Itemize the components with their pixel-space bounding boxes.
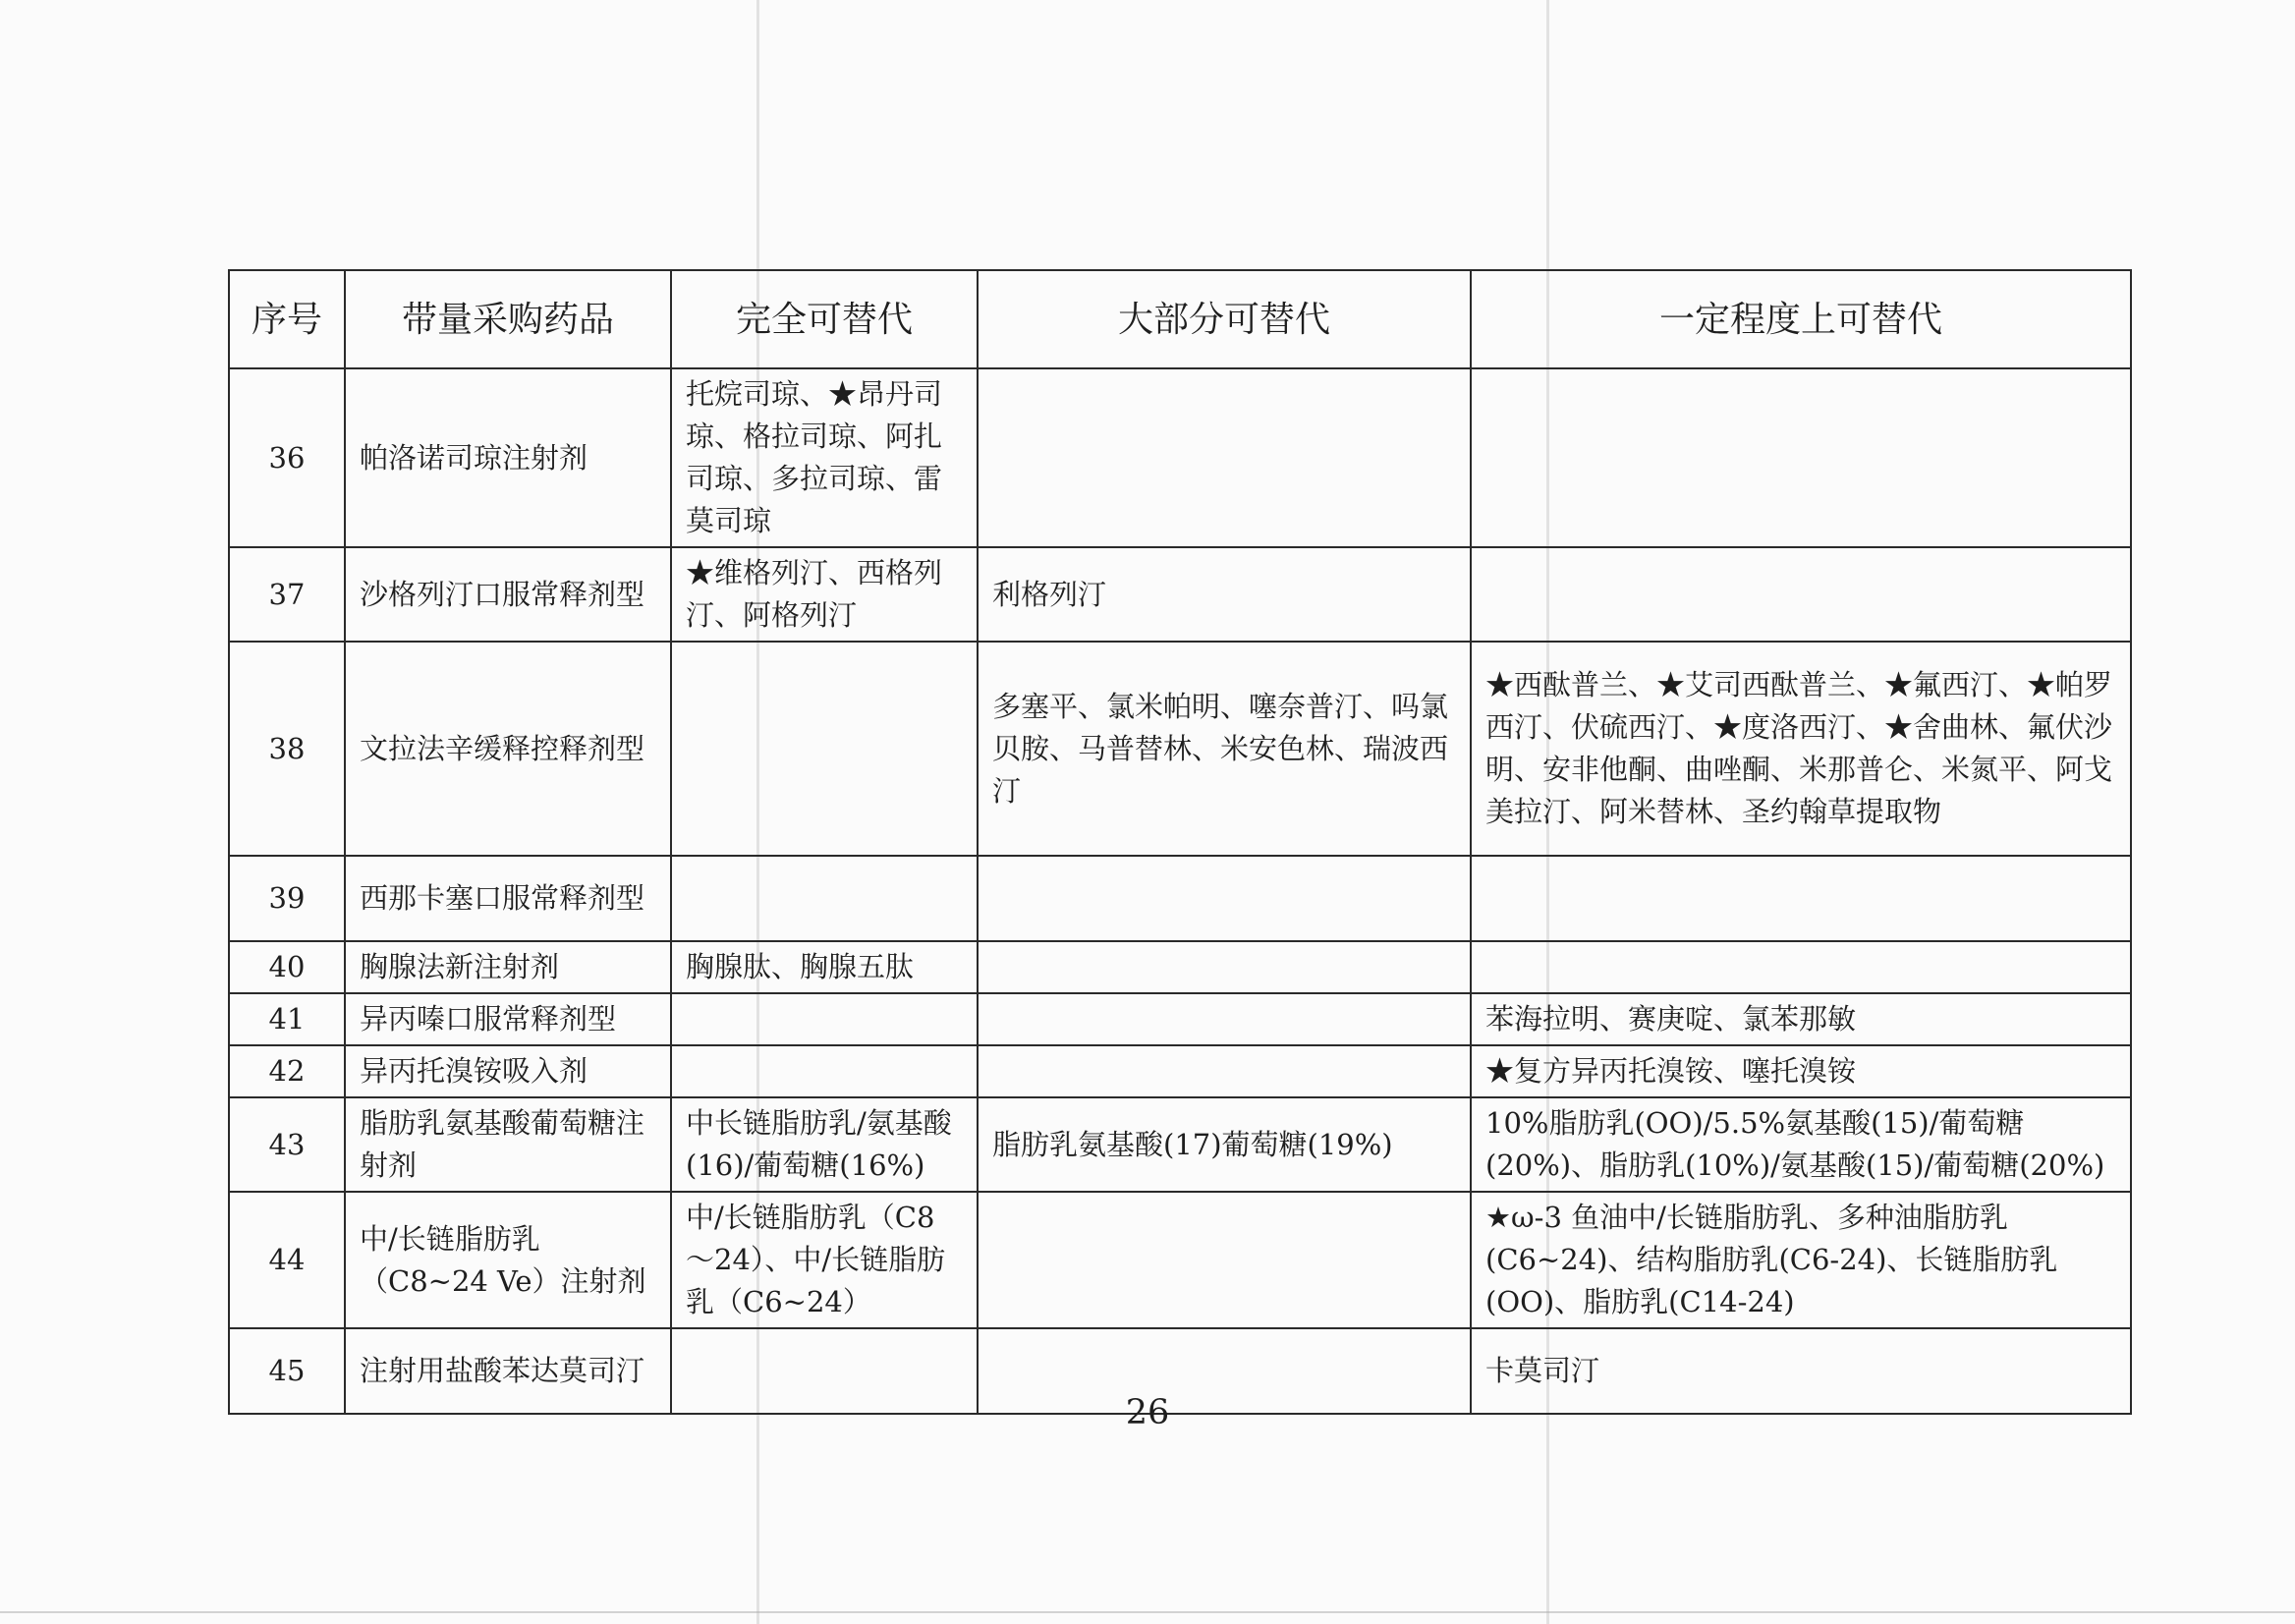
full-substitutes: 中长链脂肪乳/氨基酸(16)/葡萄糖(16%) [671, 1097, 978, 1192]
substitution-table [228, 269, 2132, 1415]
full-substitutes: 托烷司琼、★昂丹司琼、格拉司琼、阿扎司琼、多拉司琼、雷莫司琼 [671, 368, 978, 547]
full-substitutes: 胸腺肽、胸腺五肽 [671, 941, 978, 993]
table-row [229, 856, 2131, 941]
most-substitutes [978, 856, 1471, 941]
table-row [229, 547, 2131, 642]
header-full-substitute: 完全可替代 [671, 270, 978, 368]
drug-name: 中/长链脂肪乳（C8~24 Ve）注射剂 [345, 1192, 671, 1328]
partial-substitutes: 10%脂肪乳(OO)/5.5%氨基酸(15)/葡萄糖(20%)、脂肪乳(10%)/氨基酸(15)/葡萄糖(20%) [1471, 1097, 2131, 1192]
drug-name: 脂肪乳氨基酸葡萄糖注射剂 [345, 1097, 671, 1192]
full-substitutes [671, 993, 978, 1045]
partial-substitutes [1471, 547, 2131, 642]
most-substitutes [978, 368, 1471, 547]
most-substitutes [978, 1192, 1471, 1328]
row-number: 38 [229, 642, 345, 856]
partial-substitutes [1471, 941, 2131, 993]
table-row [229, 993, 2131, 1045]
most-substitutes: 脂肪乳氨基酸(17)葡萄糖(19%) [978, 1097, 1471, 1192]
most-substitutes: 利格列汀 [978, 547, 1471, 642]
table-row [229, 368, 2131, 547]
partial-substitutes: 苯海拉明、赛庚啶、氯苯那敏 [1471, 993, 2131, 1045]
row-number: 40 [229, 941, 345, 993]
row-number: 44 [229, 1192, 345, 1328]
drug-name: 文拉法辛缓释控释剂型 [345, 642, 671, 856]
page-bottom-edge [0, 1611, 2295, 1613]
drug-name: 沙格列汀口服常释剂型 [345, 547, 671, 642]
row-number: 36 [229, 368, 345, 547]
header-partial-substitute: 一定程度上可替代 [1471, 270, 2131, 368]
partial-substitutes [1471, 856, 2131, 941]
partial-substitutes: ★复方异丙托溴铵、噻托溴铵 [1471, 1045, 2131, 1097]
most-substitutes: 多塞平、氯米帕明、噻奈普汀、吗氯贝胺、马普替林、米安色林、瑞波西汀 [978, 642, 1471, 856]
header-drug: 带量采购药品 [345, 270, 671, 368]
table-row [229, 1045, 2131, 1097]
full-substitutes [671, 1045, 978, 1097]
drug-name: 胸腺法新注射剂 [345, 941, 671, 993]
row-number: 39 [229, 856, 345, 941]
table-row [229, 642, 2131, 856]
most-substitutes [978, 1045, 1471, 1097]
most-substitutes [978, 941, 1471, 993]
row-number: 37 [229, 547, 345, 642]
full-substitutes [671, 642, 978, 856]
partial-substitutes: ★西酞普兰、★艾司西酞普兰、★氟西汀、★帕罗西汀、伏硫西汀、★度洛西汀、★舍曲林、氟伏沙明、安非他酮、曲唑酮、米那普仑、米氮平、阿戈美拉汀、阿米替林、圣约翰草提取物 [1471, 642, 2131, 856]
row-number: 42 [229, 1045, 345, 1097]
full-substitutes: ★维格列汀、西格列汀、阿格列汀 [671, 547, 978, 642]
full-substitutes [671, 856, 978, 941]
row-number: 43 [229, 1097, 345, 1192]
header-seq: 序号 [229, 270, 345, 368]
row-number: 45 [229, 1328, 345, 1414]
drug-name: 帕洛诺司琼注射剂 [345, 368, 671, 547]
page-number: 26 [1125, 1393, 1170, 1432]
partial-substitutes: 卡莫司汀 [1471, 1328, 2131, 1414]
table-row [229, 941, 2131, 993]
drug-name: 注射用盐酸苯达莫司汀 [345, 1328, 671, 1414]
drug-name: 异丙托溴铵吸入剂 [345, 1045, 671, 1097]
table-header-row [229, 270, 2131, 368]
table-row [229, 1192, 2131, 1328]
full-substitutes: 中/长链脂肪乳（C8～24）、中/长链脂肪乳（C6~24） [671, 1192, 978, 1328]
partial-substitutes [1471, 368, 2131, 547]
header-most-substitute: 大部分可替代 [978, 270, 1471, 368]
row-number: 41 [229, 993, 345, 1045]
most-substitutes [978, 993, 1471, 1045]
drug-name: 西那卡塞口服常释剂型 [345, 856, 671, 941]
partial-substitutes: ★ω-3 鱼油中/长链脂肪乳、多种油脂肪乳(C6~24)、结构脂肪乳(C6-24)、长链脂肪乳(OO)、脂肪乳(C14-24) [1471, 1192, 2131, 1328]
table-row [229, 1097, 2131, 1192]
drug-name: 异丙嗪口服常释剂型 [345, 993, 671, 1045]
